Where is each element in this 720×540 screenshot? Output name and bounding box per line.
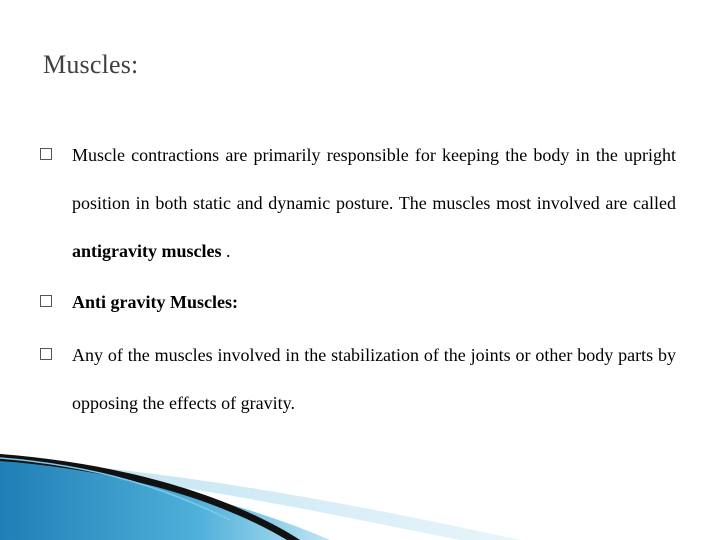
bullet-text-3: Any of the muscles involved in the stabilization of the joints or other body parts by opposing the effects of gravity. — [72, 345, 676, 413]
bullet-text-2: Anti gravity Muscles: — [72, 292, 238, 312]
bullet-text-1-after: . — [221, 241, 231, 261]
slide-title: Muscles: — [43, 50, 139, 79]
bullet-text-1-bold: antigravity muscles — [72, 241, 222, 261]
bullet-text-1-before: Muscle contractions are primarily responsible for keeping the body in the upright position in both static and dynamic posture. The muscles most involved are called — [72, 145, 676, 213]
